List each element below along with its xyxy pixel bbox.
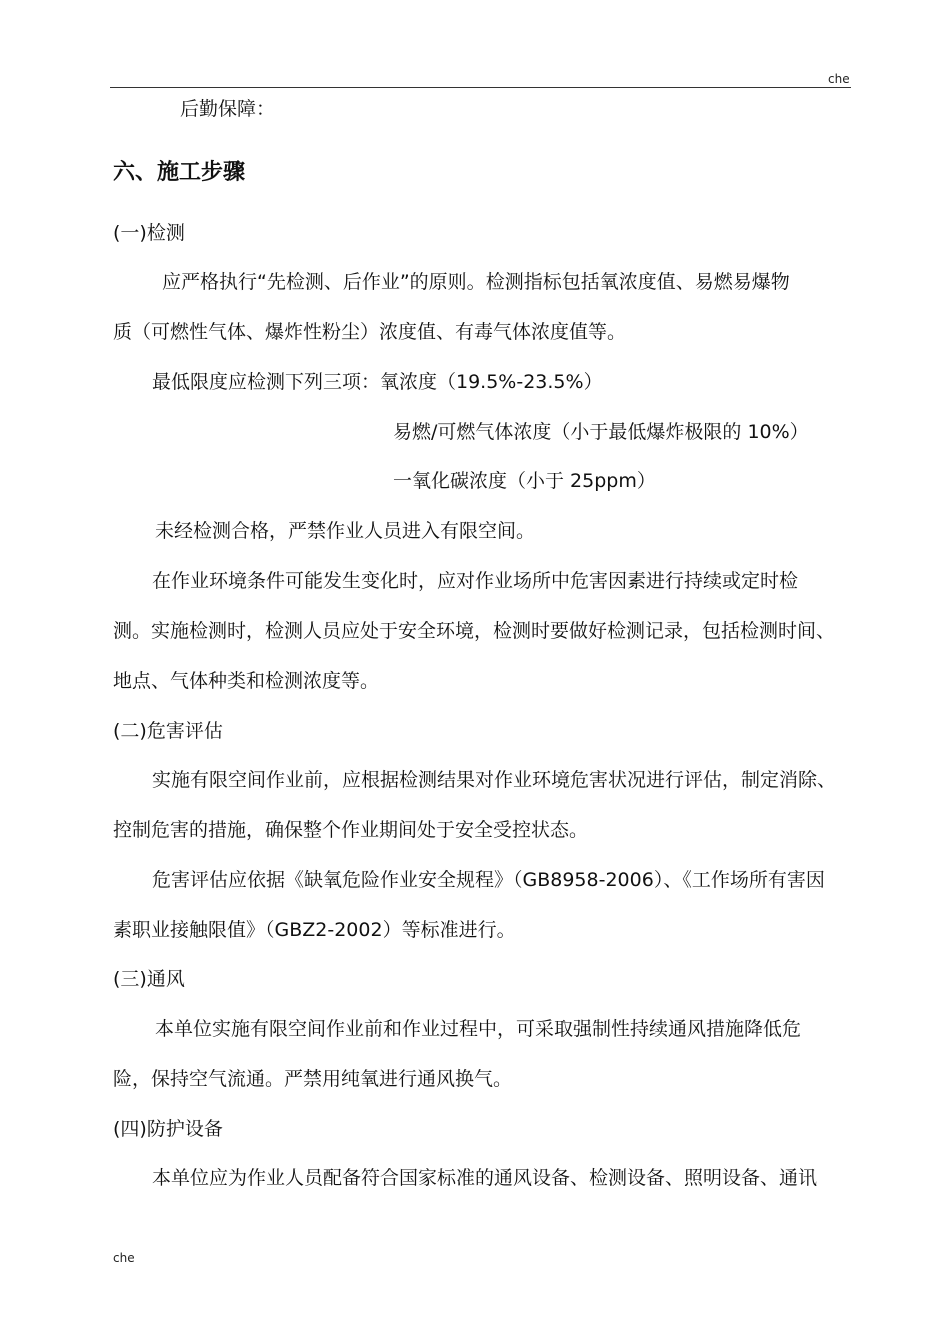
header-rule — [110, 87, 851, 88]
paragraph-line: 质（可燃性气体、爆炸性粉尘）浓度值、有毒气体浓度值等。 — [113, 321, 627, 343]
paragraph-line: 素职业接触限值》（GBZ2-2002）等标准进行。 — [113, 919, 516, 941]
paragraph-line: 实施有限空间作业前，应根据检测结果对作业环境危害状况进行评估，制定消除、 — [152, 769, 837, 791]
section-heading: 六、施工步骤 — [113, 160, 246, 185]
paragraph-line: 险，保持空气流通。严禁用纯氧进行通风换气。 — [113, 1068, 513, 1090]
paragraph-line: 危害评估应依据《缺氧危险作业安全规程》（GB8958-2006）、《工作场所有害因 — [152, 869, 825, 891]
paragraph-line: 在作业环境条件可能发生变化时，应对作业场所中危害因素进行持续或定时检 — [152, 570, 799, 592]
subsection-heading-ventilation: (三)通风 — [113, 968, 185, 990]
subsection-heading-hazard: (二)危害评估 — [113, 720, 223, 742]
paragraph-line: 控制危害的措施，确保整个作业期间处于安全受控状态。 — [113, 819, 589, 841]
paragraph-line: 测。实施检测时，检测人员应处于安全环境，检测时要做好检测记录，包括检测时间、 — [113, 620, 836, 642]
paragraph-line: 本单位应为作业人员配备符合国家标准的通风设备、检测设备、照明设备、通讯 — [152, 1167, 818, 1189]
paragraph-line: 地点、气体种类和检测浓度等。 — [113, 670, 380, 692]
paragraph-line: 一氧化碳浓度（小于 25ppm） — [393, 470, 656, 492]
paragraph-line: 最低限度应检测下列三项：氧浓度（19.5%-23.5%） — [152, 371, 603, 393]
logistics-line: 后勤保障： — [180, 98, 276, 120]
subsection-heading-detection: (一)检测 — [113, 222, 185, 244]
paragraph-line: 易燃/可燃气体浓度（小于最低爆炸极限的 10%） — [393, 421, 809, 443]
subsection-heading-protective-equipment: (四)防护设备 — [113, 1118, 223, 1140]
paragraph-line: 未经检测合格，严禁作业人员进入有限空间。 — [155, 520, 536, 542]
page-header: che — [828, 72, 850, 86]
page-footer: che — [113, 1251, 135, 1265]
paragraph-line: 应严格执行“先检测、后作业”的原则。检测指标包括氧浓度值、易燃易爆物 — [162, 271, 790, 293]
paragraph-line: 本单位实施有限空间作业前和作业过程中，可采取强制性持续通风措施降低危 — [155, 1018, 802, 1040]
